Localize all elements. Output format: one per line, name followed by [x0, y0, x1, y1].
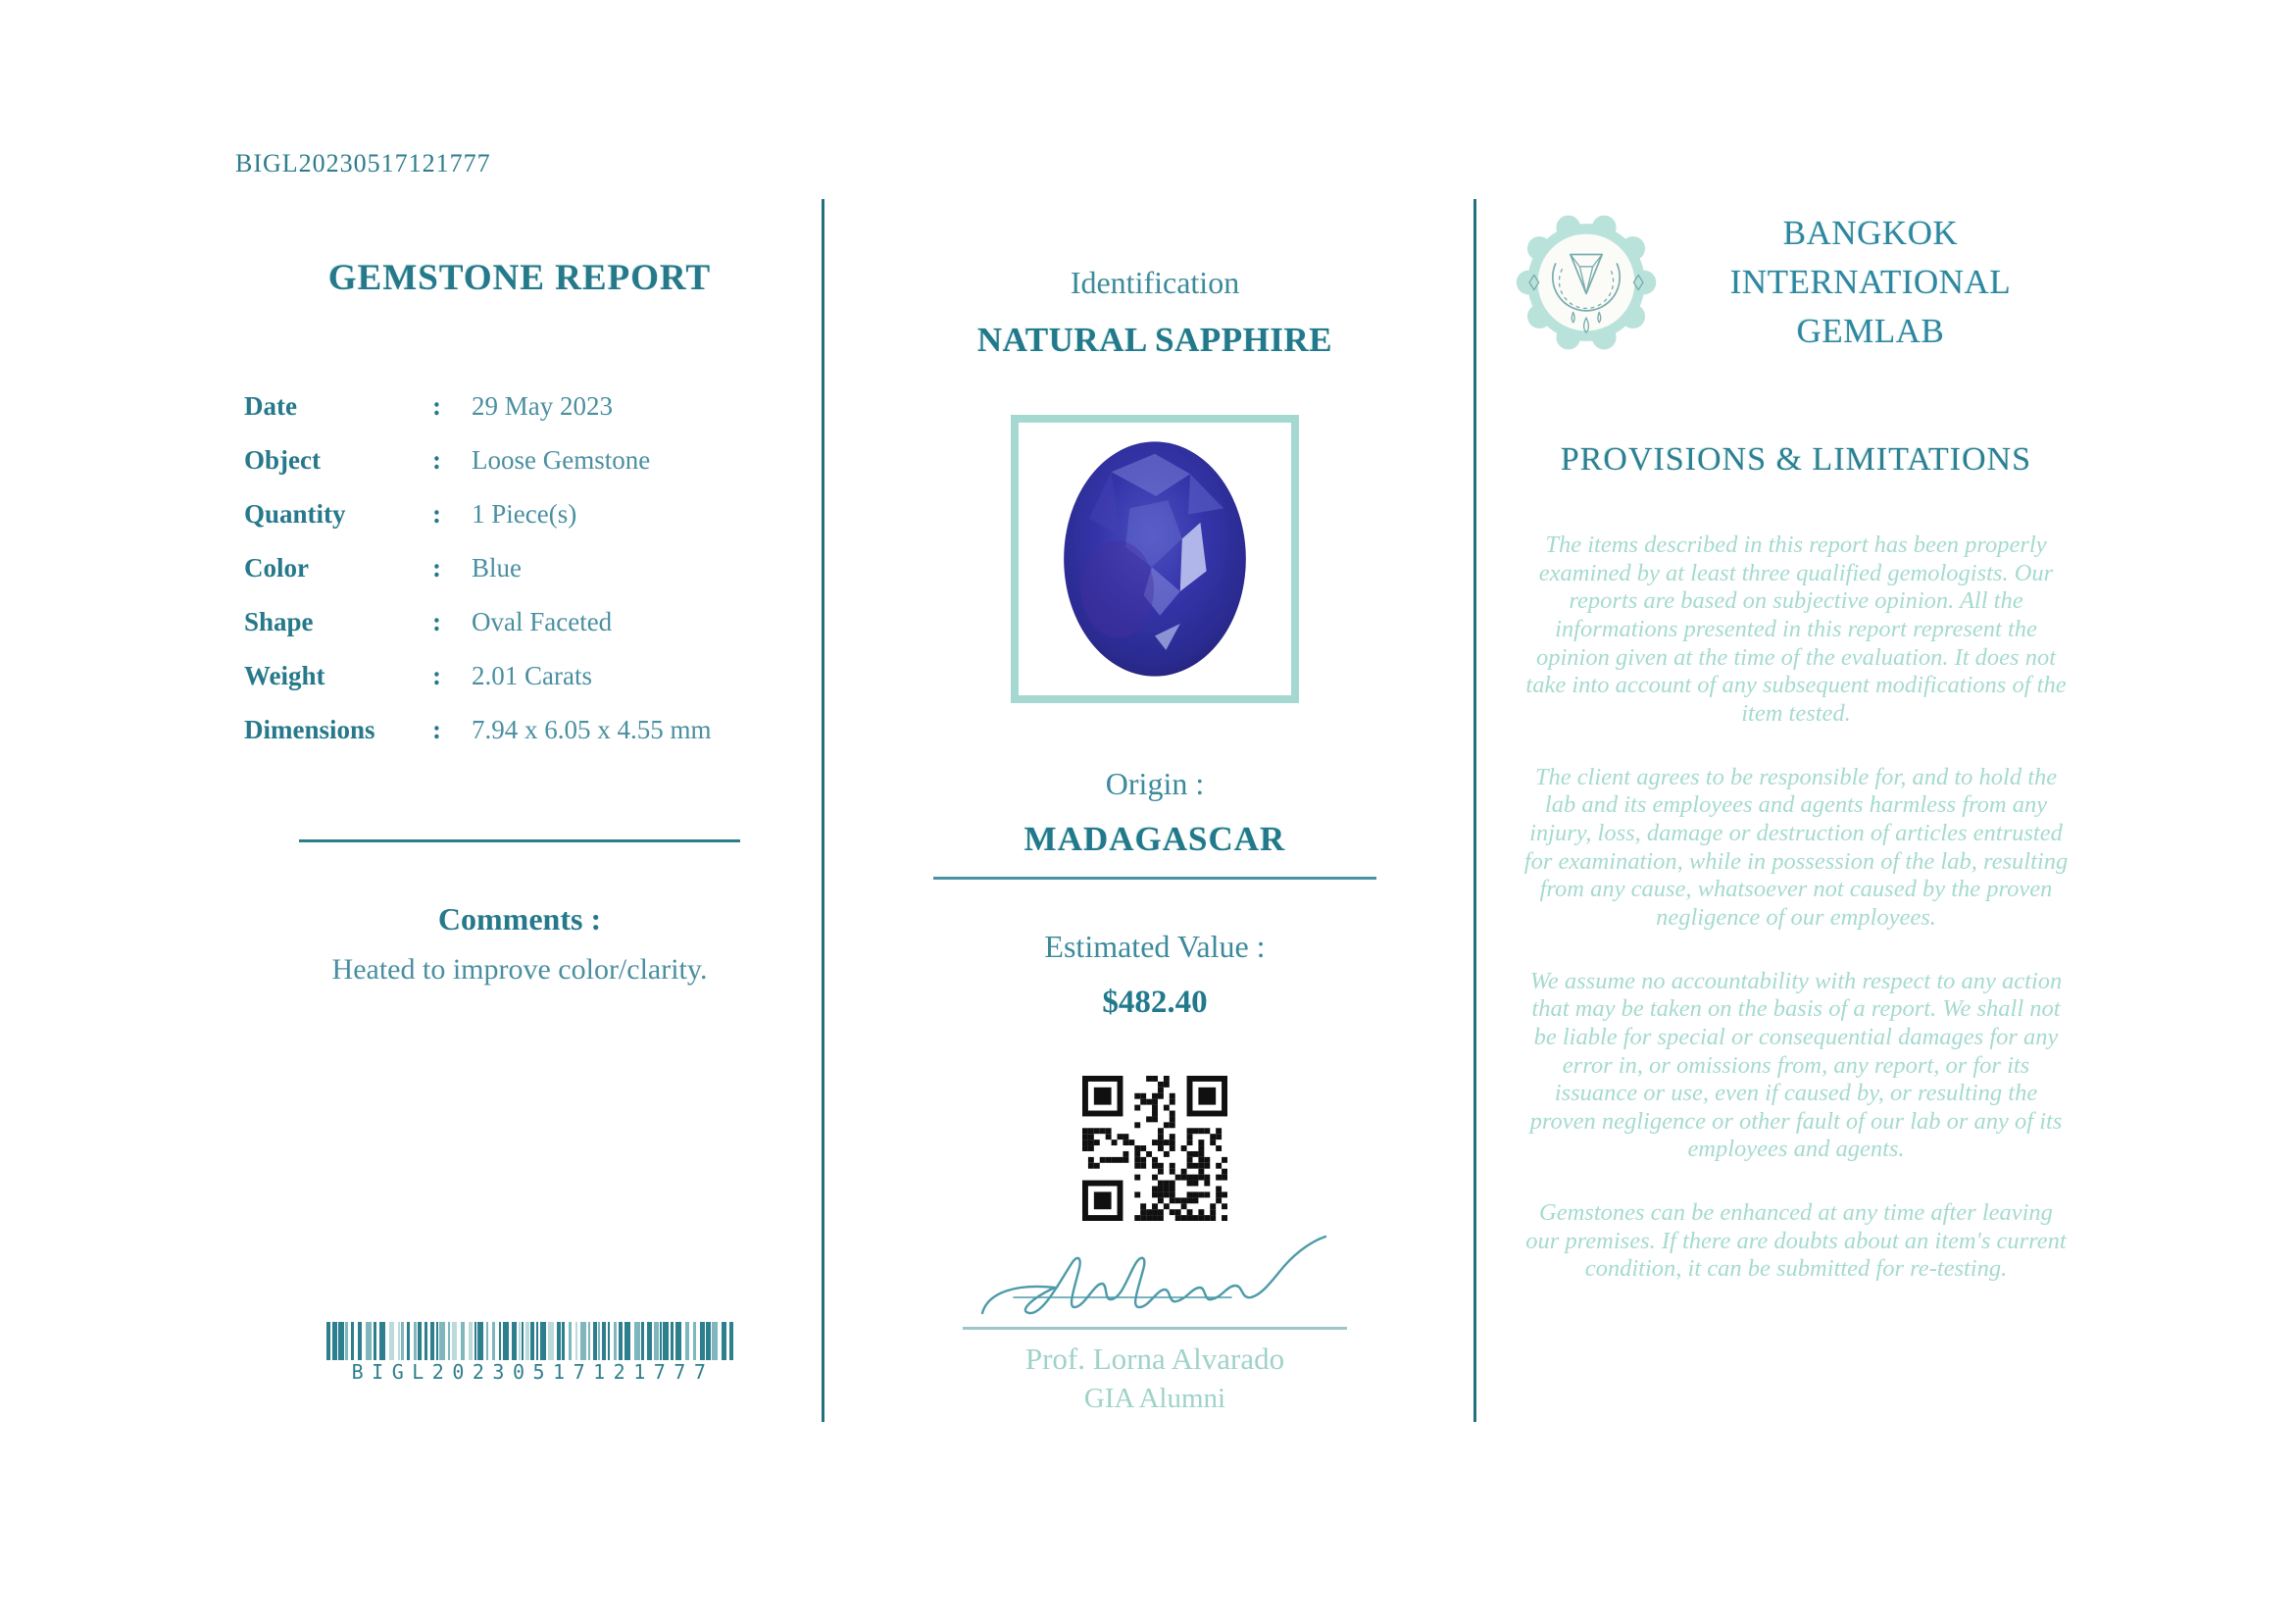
gem-species: NATURAL SAPPHIRE — [976, 321, 1333, 359]
provision-paragraph: The client agrees to be responsible for, and to hold the lab and its employees and agents harmless from any injury, loss, damage or destruction of articles entrusted for examination, while in possession of the lab, resulting from any cause, whatsoever not caused by the proven negligence of our employees. — [1523, 763, 2069, 931]
comments-text: Heated to improve color/clarity. — [331, 953, 708, 986]
detail-value: 1 Piece(s) — [472, 499, 577, 529]
lab-header — [1512, 208, 2080, 357]
report-details — [244, 391, 799, 745]
barcode-text: BIGL20230517121777 — [326, 1360, 733, 1384]
origin-label: Origin : — [1105, 766, 1205, 801]
detail-colon: : — [432, 391, 441, 421]
lab-name-line: GEMLAB — [1796, 311, 1945, 350]
provision-paragraph: Gemstones can be enhanced at any time after leaving our premises. If there are doubts about an item's current condition, it can be submitted for re-testing. — [1525, 1199, 2067, 1283]
signature-divider — [963, 1327, 1347, 1330]
column-divider-left — [822, 199, 824, 1422]
detail-row-weight — [244, 661, 799, 691]
signature-icon — [978, 1229, 1331, 1327]
detail-label: Dimensions — [244, 715, 375, 744]
report-section — [240, 257, 799, 987]
signatory-name: Prof. Lorna Alvarado — [1024, 1342, 1285, 1376]
gem-crescent-badge-icon — [1512, 208, 1661, 357]
estimated-value: $482.40 — [1102, 985, 1208, 1020]
signatory-credential: GIA Alumni — [1083, 1383, 1226, 1414]
middle-divider — [933, 877, 1376, 880]
detail-label: Object — [244, 445, 321, 475]
detail-row-color — [244, 553, 799, 583]
provision-paragraph: The items described in this report has been properly examined by at least three qualified gemologists. Our reports are based on subjective opinion. All the informations presented in this report represent the opinion given at the time of the evaluation. It does not take into account of any subsequent modifications of the item tested. — [1525, 532, 2067, 727]
qr-code-icon — [1082, 1076, 1227, 1221]
comments-label: Comments : — [437, 901, 602, 937]
detail-row-date — [244, 391, 799, 422]
detail-value: Oval Faceted — [472, 607, 613, 636]
origin-value: MADAGASCAR — [1023, 820, 1286, 858]
detail-value: Blue — [472, 553, 522, 583]
lab-name-line: BANGKOK — [1782, 214, 1959, 253]
comments-divider — [299, 839, 740, 842]
detail-value: 29 May 2023 — [472, 391, 613, 421]
detail-row-dimensions — [244, 715, 799, 745]
gemstone-image — [1059, 437, 1251, 681]
detail-colon: : — [432, 499, 441, 529]
detail-row-quantity — [244, 499, 799, 530]
lab-section — [1512, 208, 2080, 1284]
detail-colon: : — [432, 553, 441, 583]
detail-label: Date — [244, 391, 297, 421]
report-number: BIGL20230517121777 — [235, 149, 491, 177]
detail-colon: : — [432, 715, 441, 744]
provision-paragraph: We assume no accountability with respect to any action that may be taken on the basis of a report. We shall not be liable for special or consequential damages for any error in, or omissions from, any report, or for its issuance or use, even if caused by, or resulting the proven negligence or other fault of our lab or any of its employees and agents. — [1529, 967, 2063, 1163]
lab-name-line: INTERNATIONAL — [1729, 263, 2012, 302]
detail-colon: : — [432, 607, 441, 636]
detail-value: Loose Gemstone — [472, 445, 651, 475]
gemstone-photo-frame — [1011, 415, 1299, 703]
identification-section — [855, 257, 1455, 1415]
lab-name — [1661, 209, 2080, 355]
detail-value: 7.94 x 6.05 x 4.55 mm — [472, 715, 712, 744]
barcode — [326, 1322, 733, 1384]
report-title: GEMSTONE REPORT — [327, 258, 712, 298]
detail-label: Shape — [244, 607, 314, 636]
detail-row-shape — [244, 607, 799, 637]
detail-label: Quantity — [244, 499, 346, 529]
estimated-value-label: Estimated Value : — [1044, 929, 1266, 964]
identification-label: Identification — [1070, 265, 1240, 300]
detail-colon: : — [432, 661, 441, 690]
detail-label: Color — [244, 553, 309, 583]
provisions-title: PROVISIONS & LIMITATIONS — [1560, 441, 2032, 478]
column-divider-right — [1473, 199, 1476, 1422]
detail-label: Weight — [244, 661, 325, 690]
detail-value: 2.01 Carats — [472, 661, 592, 690]
detail-colon: : — [432, 445, 441, 475]
detail-row-object — [244, 445, 799, 476]
